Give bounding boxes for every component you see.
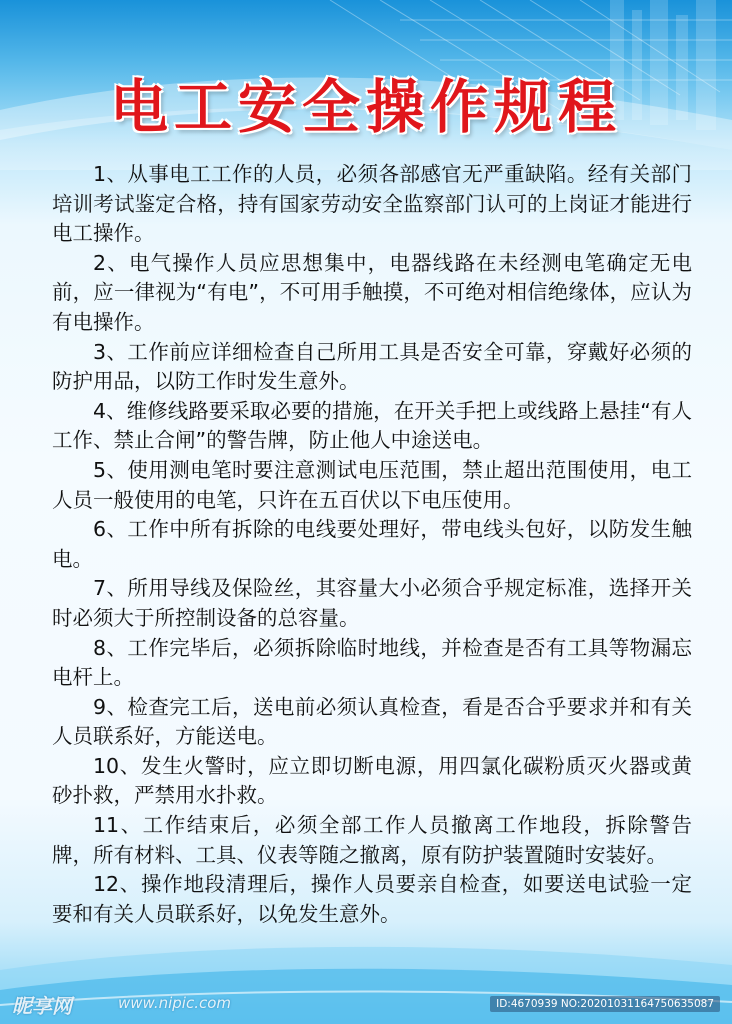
rule-item: 3、工作前应详细检查自己所用工具是否安全可靠，穿戴好必须的防护用品，以防工作时发生意外。 xyxy=(52,339,692,394)
watermark-logo: 昵享网 xyxy=(12,994,72,1018)
rule-item: 4、维修线路要采取必要的措施，在开关手把上或线路上悬挂“有人工作、禁止合闸”的警告牌，防止他人中途送电。 xyxy=(52,398,692,453)
page-title: 电工安全操作规程 xyxy=(109,73,622,141)
rule-item: 11、工作结束后，必须全部工作人员撤离工作地段，拆除警告牌，所有材料、工具、仪表等随之撤离，原有防护装置随时安装好。 xyxy=(52,813,692,867)
rule-item: 5、使用测电笔时要注意测试电压范围，禁止超出范围使用，电工人员一般使用的电笔，只许在五百伏以下电压使用。 xyxy=(52,457,692,512)
rule-item: 7、所用导线及保险丝，其容量大小必须合乎规定标准，选择开关时必须大于所控制设备的总容量。 xyxy=(52,576,692,630)
rule-item: 12、操作地段清理后，操作人员要亲自检查，如要送电试验一定要和有关人员联系好，以免发生意外。 xyxy=(52,872,692,926)
rule-item: 9、检查完工后，送电前必须认真检查，看是否合乎要求并和有关人员联系好，方能送电。 xyxy=(52,694,692,749)
rule-item: 2、电气操作人员应思想集中，电器线路在未经测电笔确定无电前，应一律视为“有电”，不可用手触摸，不可绝对相信绝缘体，应认为有电操作。 xyxy=(52,250,692,334)
watermark-id: ID:4670939 NO:20201031164750635087 xyxy=(490,996,720,1012)
rule-item: 6、工作中所有拆除的电线要处理好，带电线头包好，以防发生触电。 xyxy=(52,517,692,571)
watermark-bar xyxy=(0,990,732,1024)
rules-list xyxy=(52,160,692,929)
rule-item: 8、工作完毕后，必须拆除临时地线，并检查是否有工具等物漏忘电杆上。 xyxy=(52,635,692,690)
watermark-url: www.nipic.com xyxy=(118,994,232,1012)
rule-item: 1、从事电工工作的人员，必须各部感官无严重缺陷。经有关部门培训考试鉴定合格，持有国家劳动安全监察部门认可的上岗证才能进行电工操作。 xyxy=(52,162,692,246)
rule-item: 10、发生火警时，应立即切断电源，用四氯化碳粉质灭火器或黄砂扑救，严禁用水扑救。 xyxy=(52,753,692,808)
